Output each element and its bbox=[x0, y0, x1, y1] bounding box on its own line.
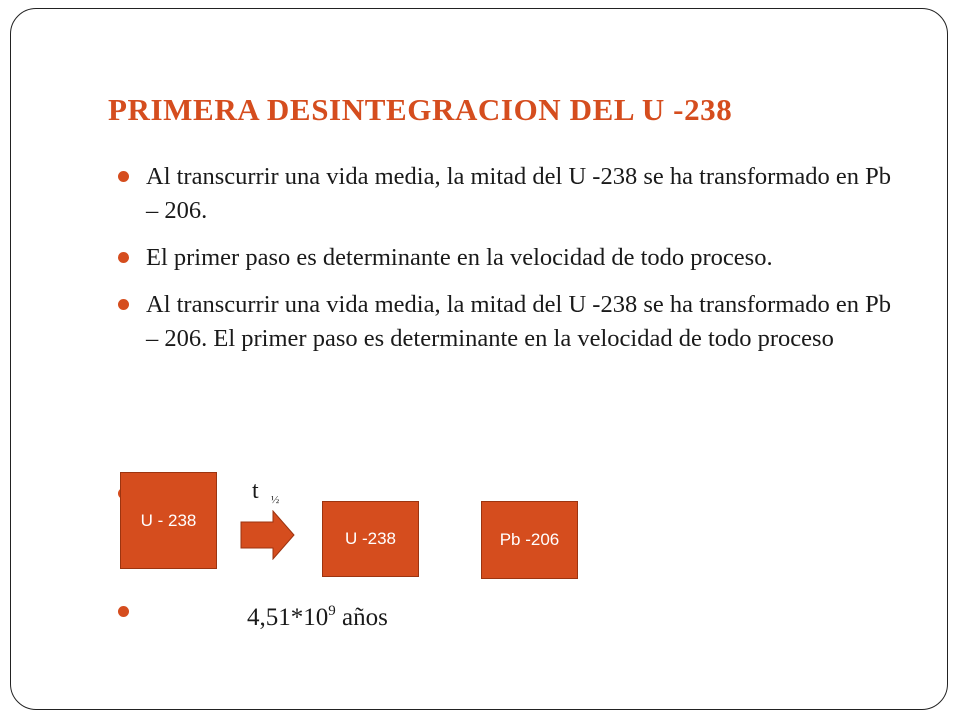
bullet-item bbox=[118, 288, 908, 356]
unit-label: años bbox=[342, 604, 388, 631]
half-life-number: 4,51*10 bbox=[247, 604, 329, 631]
bullet-dot-icon bbox=[118, 171, 129, 182]
bullet-dot-icon bbox=[118, 606, 129, 617]
bullet-dot-icon bbox=[118, 252, 129, 263]
bullet-dot-icon bbox=[118, 299, 129, 310]
slide-title: PRIMERA DESINTEGRACION DEL U -238 bbox=[108, 92, 733, 127]
bullet-text: El primer paso es determinante en la velocidad de todo proceso. bbox=[146, 244, 773, 271]
half-life-t: t bbox=[252, 478, 259, 504]
bullet-item bbox=[118, 160, 908, 228]
bullet-text: Al transcurrir una vida media, la mitad del U -238 se ha transformado en Pb – 206. El primer paso es determinante en la velocidad de todo proceso bbox=[146, 291, 891, 352]
bullet-list bbox=[118, 160, 908, 369]
box-label: U -238 bbox=[344, 529, 397, 548]
arrow-right-icon bbox=[240, 510, 296, 560]
box-u238-start bbox=[120, 472, 217, 569]
half-life-value bbox=[247, 594, 388, 635]
exponent: 9 bbox=[328, 603, 336, 619]
half-life-subscript: ½ bbox=[271, 494, 280, 506]
box-pb206 bbox=[481, 501, 578, 579]
bullet-item bbox=[118, 241, 908, 275]
half-life-label bbox=[252, 478, 259, 505]
box-label: U - 238 bbox=[140, 510, 197, 530]
box-u238 bbox=[322, 501, 419, 577]
box-label: Pb -206 bbox=[499, 530, 560, 549]
bullet-text: Al transcurrir una vida media, la mitad del U -238 se ha transformado en Pb – 206. bbox=[146, 163, 891, 224]
